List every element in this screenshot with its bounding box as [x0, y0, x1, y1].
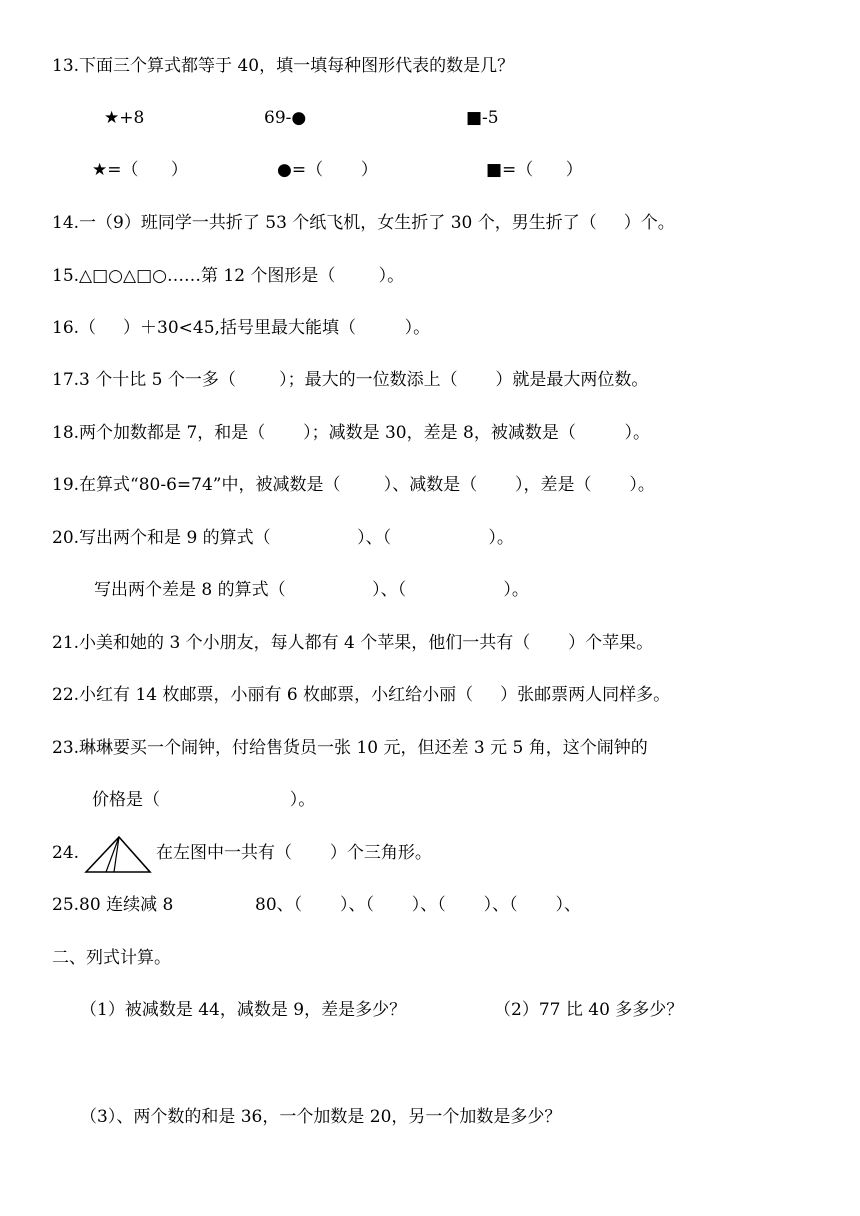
question-22: 22.小红有 14 枚邮票，小丽有 6 枚邮票，小红给小丽（ ）张邮票两人同样多。 [52, 685, 671, 705]
triangle-figure [84, 834, 152, 874]
q13-star-answer: ★=（ ） [92, 160, 188, 180]
question-23-line-1: 23.琳琳要买一个闹钟，付给售货员一张 10 元，但还差 3 元 5 角，这个闹钟的 [52, 738, 648, 758]
question-17: 17.3 个十比 5 个一多（ ）；最大的一位数添上（ ）就是最大两位数。 [52, 370, 649, 390]
q13-circle-expression: 69-● [264, 108, 307, 128]
q13-square-expression: ■-5 [466, 108, 499, 128]
q13-circle-answer: ●=（ ） [277, 160, 378, 180]
problem-3: （3）、两个数的和是 36，一个加数是 20，另一个加数是多少？ [80, 1107, 562, 1127]
question-23-line-2: 价格是（ ）。 [92, 790, 316, 810]
question-25-sequence: 80、（ ）、（ ）、（ ）、（ ）、 [255, 895, 581, 915]
q13-star-expression: ★+8 [104, 108, 145, 128]
question-13: 13.下面三个算式都等于 40，填一填每种图形代表的数是几？ [52, 56, 515, 76]
q13-square-answer: ■=（ ） [486, 160, 583, 180]
question-20-line-1: 20.写出两个和是 9 的算式（ ）、（ ）。 [52, 528, 514, 548]
problem-1: （1）被减数是 44，减数是 9，差是多少？ [80, 1000, 407, 1020]
question-25-label: 25.80 连续减 8 [52, 895, 174, 915]
question-24-number: 24. [52, 843, 80, 863]
question-14: 14.一（9）班同学一共折了 53 个纸飞机，女生折了 30 个，男生折了（ ）个。 [52, 213, 675, 233]
problem-2: （2）77 比 40 多多少？ [494, 1000, 684, 1020]
question-24-text: 在左图中一共有（ ）个三角形。 [156, 843, 432, 863]
question-20-line-2: 写出两个差是 8 的算式（ ）、（ ）。 [94, 580, 529, 600]
section-2-title: 二、列式计算。 [52, 948, 171, 968]
question-19: 19.在算式“80-6=74”中，被减数是（ ）、减数是（ ），差是（ ）。 [52, 475, 655, 495]
question-21: 21.小美和她的 3 个小朋友，每人都有 4 个苹果，他们一共有（ ）个苹果。 [52, 633, 654, 653]
question-18: 18.两个加数都是 7，和是（ ）；减数是 30，差是 8，被减数是（ ）。 [52, 423, 650, 443]
question-16: 16.（ ）＋30<45,括号里最大能填（ ）。 [52, 318, 431, 338]
question-15: 15.△□○△□○……第 12 个图形是（ ）。 [52, 266, 405, 286]
